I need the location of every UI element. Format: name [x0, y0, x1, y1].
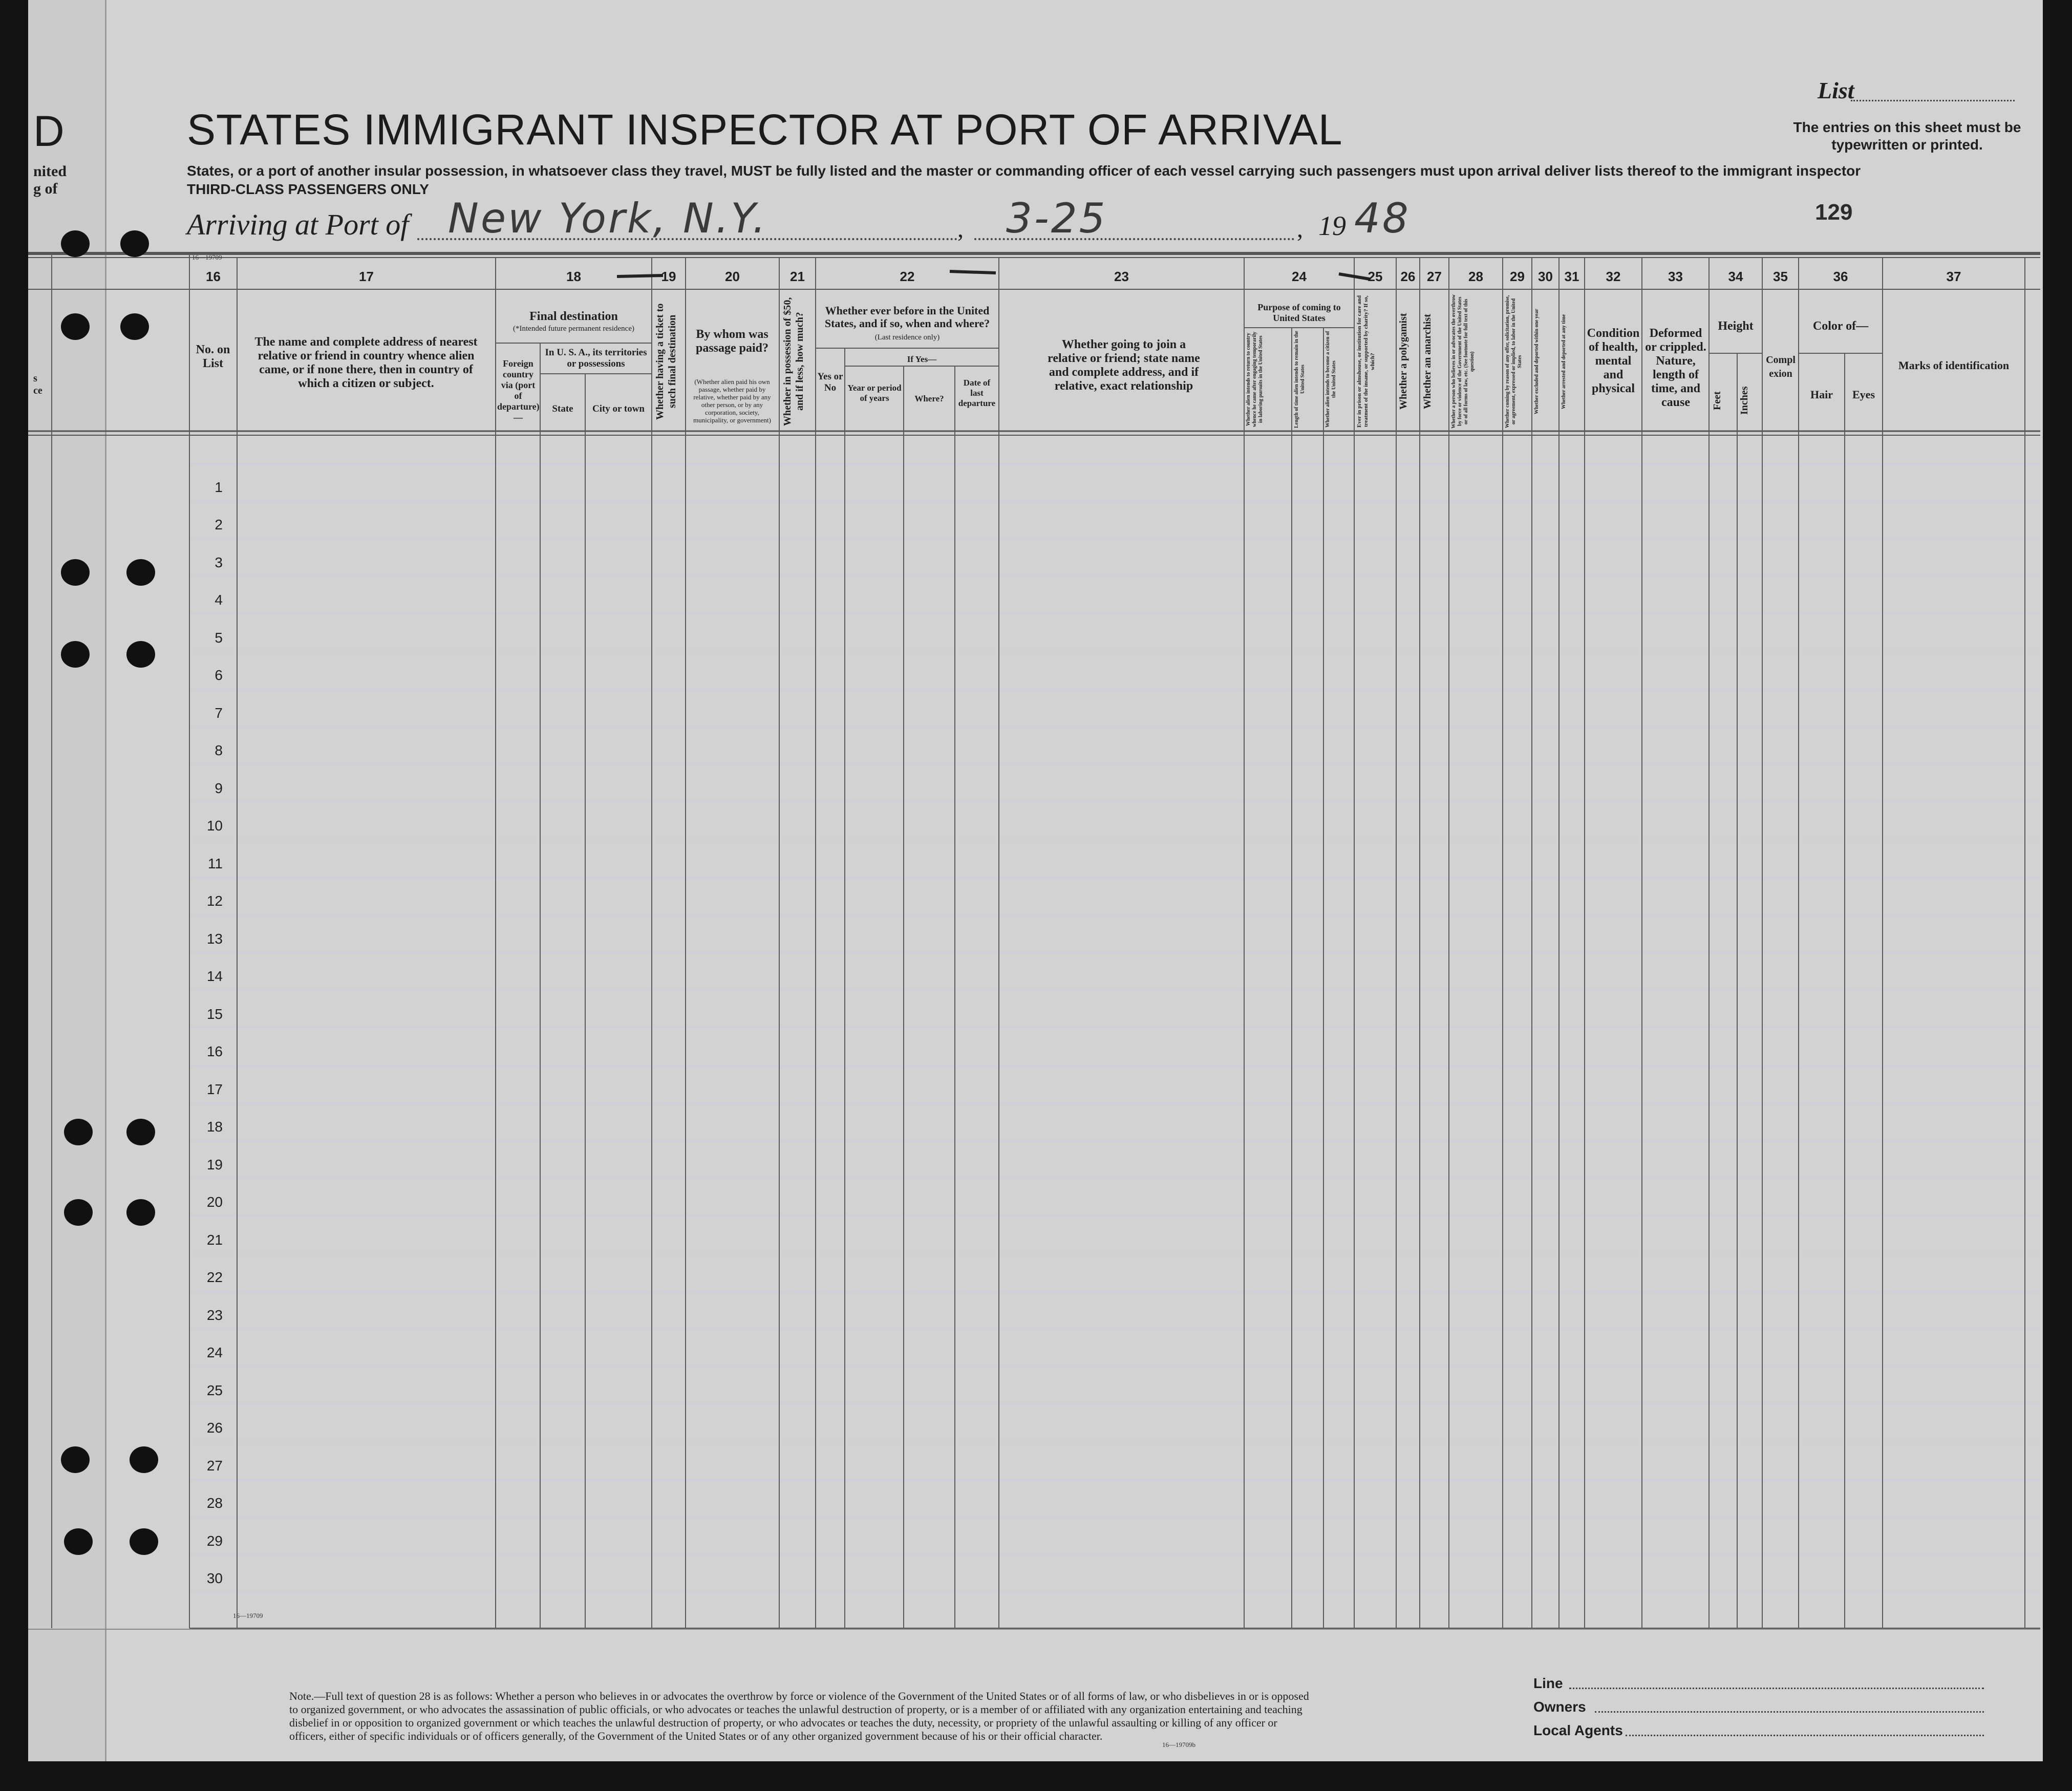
row-number: 12 [206, 893, 223, 909]
row-number: 22 [206, 1269, 223, 1285]
punch-hole [61, 559, 90, 586]
punch-hole [126, 1119, 155, 1145]
col-header-16: No. on List [196, 343, 230, 370]
col-header-34-feet: Feet [1712, 391, 1723, 410]
col-num-34: 34 [1728, 269, 1743, 284]
col-header-36: Color of— [1812, 319, 1869, 333]
side-title-fragment: D [33, 107, 65, 155]
col-header-18-state: State [552, 403, 573, 414]
col-num-22: 22 [900, 269, 915, 284]
punch-hole [130, 1446, 158, 1473]
punch-hole [61, 641, 90, 668]
col-num-24: 24 [1292, 269, 1307, 284]
col-header-22-where: Where? [914, 394, 944, 403]
row-number: 19 [206, 1157, 223, 1172]
row-number: 23 [206, 1307, 223, 1323]
row-number: 18 [206, 1119, 223, 1135]
row-number: 6 [215, 667, 223, 683]
col-header-18-city: City or town [592, 403, 645, 414]
punch-hole [126, 1199, 155, 1226]
col-header-34-inches: Inches [1739, 386, 1750, 415]
row-number: 7 [215, 705, 223, 721]
col-num-37: 37 [1946, 269, 1961, 284]
col-num-27: 27 [1427, 269, 1442, 284]
side-text-fragment-2: g of [33, 180, 58, 197]
row-number: 25 [206, 1382, 223, 1398]
col-header-27: Whether an anarchist [1422, 314, 1433, 409]
col-header-17: The name and complete address of nearest relative or friend in country whence alien came, or if none there, then in country of which a citizen or subject. [254, 335, 478, 390]
page-title: STATES IMMIGRANT INSPECTOR AT PORT OF ARRIVAL [187, 105, 1343, 154]
row-number: 13 [206, 931, 223, 947]
line-dotted-line [1569, 1688, 1984, 1689]
side-text-fragment-1: nited [33, 163, 67, 180]
row-number: 24 [206, 1345, 223, 1360]
punch-hole [64, 1528, 93, 1555]
punch-hole [64, 1119, 93, 1145]
col-num-32: 32 [1606, 269, 1621, 284]
col-header-22-ifyes: If Yes— [907, 354, 937, 364]
local-agents-label: Local Agents [1533, 1722, 1623, 1738]
col-header-30: Whether excluded and deported within one year [1534, 309, 1540, 414]
col-header-36-hair: Hair [1810, 388, 1833, 401]
row-number: 27 [206, 1458, 223, 1474]
col-header-24-b: Length of time alien intends to remain in the United States [1294, 331, 1306, 428]
row-number: 9 [215, 780, 223, 796]
col-header-24-a: Whether alien intends to return to country whence he came after engaging temporarily in laboring pursuits in the United States [1246, 331, 1264, 428]
punch-hole [130, 1528, 158, 1555]
form-code-footer: 16—19709b [1162, 1741, 1195, 1749]
date-handwritten: 3-25 [1006, 195, 1107, 242]
comma-separator: , [957, 216, 964, 243]
row-number: 29 [206, 1533, 223, 1549]
col-num-25: 25 [1368, 269, 1383, 284]
col-header-28: Whether a person who believes in or advocates the overthrow by force or violence of the Government of the United States or of all forms of law, etc. (See footnote for full text of this question) [1451, 294, 1475, 429]
row-number: 10 [206, 818, 223, 834]
punch-hole [64, 1199, 93, 1226]
col-num-35: 35 [1773, 269, 1788, 284]
col-header-26: Whether a polygamist [1398, 313, 1409, 410]
comma-separator-2: , [1297, 216, 1303, 243]
row-number: 5 [215, 630, 223, 646]
row-number: 3 [215, 555, 223, 570]
row-number: 26 [206, 1420, 223, 1436]
table-grid [28, 0, 2043, 1761]
row-number: 15 [206, 1006, 223, 1022]
entries-note: The entries on this sheet must be typewritten or printed. [1793, 119, 2021, 153]
col-header-21: Whether in possession of $50, and if less, how much? [782, 297, 805, 426]
col-header-20-sub: (Whether alien paid his own passage, whether paid by relative, whether paid by any other person, or by any corporation, society, municipality, or government) [693, 378, 771, 424]
col-header-19: Whether having a ticket to such final destination [654, 303, 678, 420]
col-header-22: Whether ever before in the United States, and if so, when and where? [824, 304, 990, 330]
class-note: THIRD-CLASS PASSENGERS ONLY [187, 181, 429, 197]
col-num-21: 21 [790, 269, 805, 284]
row-number: 30 [206, 1570, 223, 1586]
col-header-24-c: Whether alien intends to become a citizen of the United States [1325, 331, 1337, 428]
col-num-20: 20 [725, 269, 740, 284]
punch-hole [120, 230, 149, 257]
owners-dotted-line [1595, 1711, 1984, 1713]
side-text-fragment-3: s [33, 373, 37, 384]
row-number: 4 [215, 592, 223, 608]
col-header-20: By whom was passage paid? [695, 328, 769, 355]
col-num-16: 16 [206, 269, 221, 284]
column-lines [52, 253, 2025, 1628]
col-num-36: 36 [1833, 269, 1848, 284]
col-header-18-sub: (*Intended future permanent residence) [513, 325, 634, 333]
col-header-34: Height [1718, 319, 1754, 333]
list-label: List [1818, 77, 1854, 103]
punch-hole [126, 559, 155, 586]
col-num-30: 30 [1538, 269, 1553, 284]
col-header-22-yesno: Yes or No [817, 371, 843, 393]
col-header-18-usa: In U. S. A., its territories or possessions [545, 347, 647, 369]
punch-hole [61, 313, 90, 340]
col-num-29: 29 [1510, 269, 1525, 284]
arriving-label: Arriving at Port of [187, 208, 409, 241]
manifest-sheet [28, 0, 2043, 1761]
col-header-18: Final destination [529, 310, 618, 323]
row-number: 2 [215, 517, 223, 532]
side-text-fragment-4: ce [33, 385, 42, 396]
col-header-32: Condition of health, mental and physical [1587, 327, 1640, 395]
form-code-top: 16—19709 [192, 253, 222, 261]
row-number: 1 [215, 479, 223, 495]
punch-hole [61, 1446, 90, 1473]
row-number: 28 [206, 1495, 223, 1511]
row-number: 8 [215, 742, 223, 758]
row-number: 11 [207, 856, 223, 871]
col-num-17: 17 [359, 269, 374, 284]
col-header-24: Purpose of coming to United States [1257, 302, 1341, 323]
punch-hole [61, 230, 90, 257]
col-header-35: Complexion [1766, 354, 1796, 379]
row-number: 21 [206, 1232, 223, 1248]
col-header-22-date: Date of last departure [958, 378, 996, 408]
owners-label: Owners [1533, 1699, 1586, 1715]
col-num-31: 31 [1564, 269, 1579, 284]
col-num-18: 18 [566, 269, 581, 284]
col-num-28: 28 [1468, 269, 1483, 284]
col-num-33: 33 [1668, 269, 1683, 284]
footnote: Note.—Full text of question 28 is as follows: Whether a person who believes in or advocates the overthrow by force or violence of the Government of the United States or of all forms of law, or who disbelieves in or is opposed to organized government, or who advocates the assassination of public officials, or who advocates or teaches the unlawful destruction of property, or is a member of or affiliated with any organization entertaining and teaching disbelief in or opposition to organized government or which teaches the unlawful destruction of property, or who advocates or teaches the duty, necessity, or propriety of the unlawful assaulting or killing of any officer or officers, either of specific individuals or of officers generally, of the Government of the United States or of any other organized government because of his or their official character. [289, 1690, 1309, 1742]
col-header-33: Deformed or crippled. Nature, length of time, and cause [1645, 327, 1706, 409]
col-num-26: 26 [1400, 269, 1416, 284]
col-header-25: Ever in prison or almshouse, or institution for care and treatment of the insane, or supported by charity? If so, which? [1356, 295, 1376, 428]
col-header-23: Whether going to join a relative or friend; state name and complete address, and if relative, exact relationship [1048, 338, 1200, 393]
year-handwritten: 48 [1354, 195, 1411, 242]
form-code-bottom: 16—19709 [233, 1612, 263, 1619]
row-number: 20 [206, 1194, 223, 1210]
agents-dotted-line [1626, 1735, 1984, 1736]
port-handwritten: New York, N.Y. [448, 195, 768, 242]
row-number: 14 [206, 968, 223, 984]
row-number: 16 [206, 1043, 223, 1059]
col-header-18-foreign: Foreign country via (port of departure)— [497, 358, 540, 422]
intro-text: States, or a port of another insular possession, in whatsoever class they travel, MUST be fully listed and the master or commanding officer of each vessel carrying such passengers must upon arrival deliver lists thereof to the immigrant inspector [187, 163, 1861, 179]
row-number: 17 [206, 1081, 223, 1097]
col-header-29: Whether coming by reason of any offer, solicitation, promise, or agreement, expressed or implied, to labor in the United States [1505, 295, 1523, 428]
col-header-22-sub: (Last residence only) [874, 333, 940, 342]
punch-hole [120, 313, 149, 340]
col-header-22-year: Year or period of years [847, 383, 902, 403]
col-header-36-eyes: Eyes [1852, 388, 1875, 401]
year-prefix: 19 [1318, 210, 1346, 241]
page-number: 129 [1815, 200, 1853, 225]
col-num-19: 19 [661, 269, 676, 284]
col-header-31: Whether arrested and deported at any time [1561, 314, 1567, 409]
punch-hole [126, 641, 155, 668]
line-label: Line [1533, 1675, 1563, 1691]
col-header-37: Marks of identification [1898, 359, 2010, 372]
col-num-23: 23 [1114, 269, 1129, 284]
